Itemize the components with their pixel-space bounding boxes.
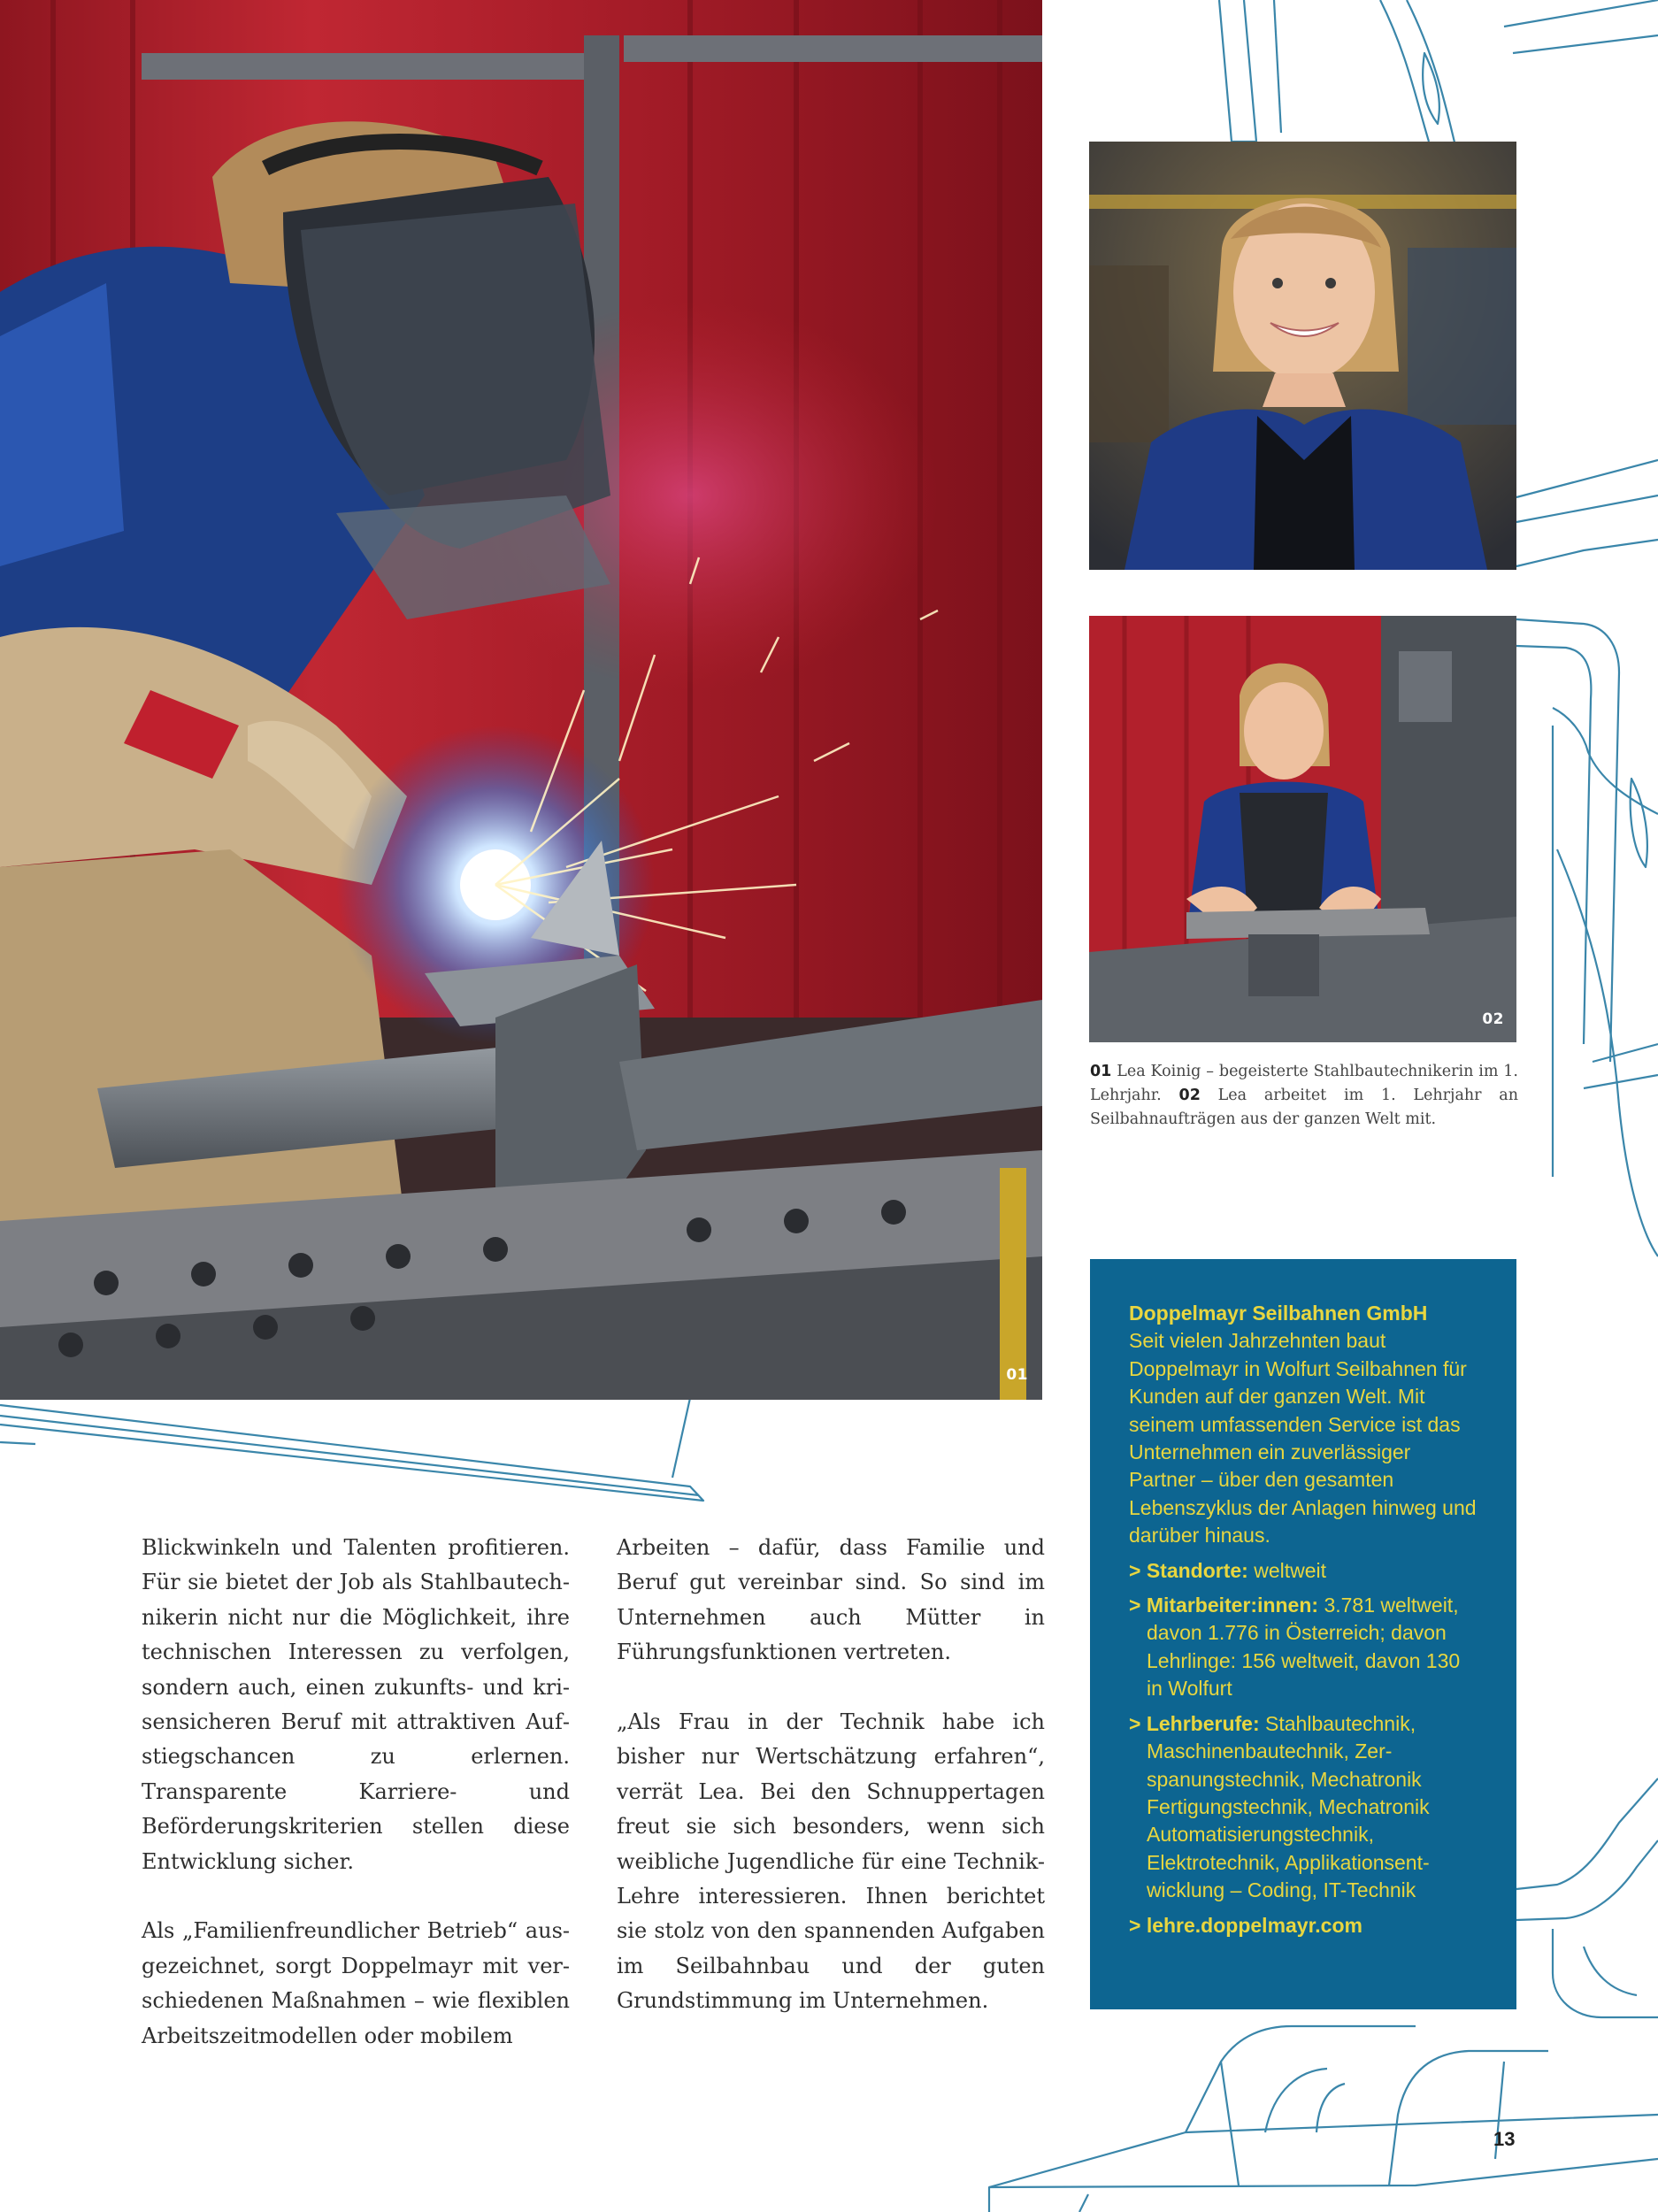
info-item-label: > Mitarbeiter:innen: — [1129, 1594, 1319, 1617]
welding-photo-icon — [0, 0, 1042, 1400]
paragraph: Arbeiten – dafür, dass Familie und Beruf gut vereinbar sind. So sind im Unternehmen auch Mütter in Führungsfunktionen vertreten. — [617, 1535, 1045, 1665]
portrait-photo-icon — [1089, 142, 1516, 570]
paragraph: Blickwinkeln und Talenten profitieren. Für sie bietet der Job als Stahlbautechnikerin nicht nur die Möglichkeit, ihre technischen Interessen zu verfolgen, sondern auch, einen zukunfts- und krisensicheren Beruf mit attraktiven Aufstiegschancen zu erlernen. Transparente Karriere- und Beförderungskriterien stellen diese Entwicklung sicher. — [142, 1535, 570, 1874]
info-item-label: > Lehrberufe: — [1129, 1711, 1260, 1735]
info-box-description: Seit vielen Jahrzehnten baut Doppelmayr in Wolfurt Seilbahnen für Kunden auf der ganzen Welt. Mit seinem umfassenden Service ist das Unternehmen ein zuverlässiger Partner – über den gesamten Lebenszyklus der Anlagen hinweg und darüber hinaus. — [1129, 1329, 1477, 1548]
caption-text-2: Lea arbeitet im 1. Lehrjahr an Seilbahnaufträgen aus der ganzen Welt mit. — [1090, 1087, 1519, 1128]
info-item-employees — [1129, 1592, 1481, 1703]
info-box-title: Doppelmayr Seilbahnen GmbH — [1129, 1302, 1428, 1325]
caption-text-1: Lea Koinig – begeisterte Stahlbautechnikerin im 1. Lehrjahr. — [1090, 1063, 1518, 1104]
page-number: 13 — [1493, 2128, 1516, 2150]
info-item-apprenticeships — [1129, 1710, 1481, 1905]
info-item-value: 3.781 weltweit, davon 1.776 in Österreich; davon Lehrlinge: 156 weltweit, davon 130 in Wolfurt — [1147, 1594, 1461, 1701]
paragraph: „Als Frau in der Technik habe ich bisher nur Wertschätzung erfahren“, verrät Lea. Bei den Schnuppertagen freut sie sich besonders, wenn sich weibliche Jugendliche für eine Technik-Lehre interessieren. Ihnen berichtet sie stolz von den spannenden Aufgaben im Seilbahnbau und der guten Grundstimmung im Unternehmen. — [617, 1709, 1045, 2014]
website-link[interactable]: > lehre.doppelmayr.com — [1129, 1913, 1362, 1937]
portrait-photo — [1089, 142, 1516, 570]
workshop-photo-icon — [1089, 616, 1516, 1042]
photo-caption — [1090, 1060, 1518, 1132]
paragraph: Als „Familienfreundlicher Betrieb“ ausgezeichnet, sorgt Doppelmayr mit verschiedenen Maßnahmen – wie flexiblen Arbeitszeitmodellen oder mobilem — [142, 1918, 570, 2048]
main-welding-photo — [0, 0, 1042, 1400]
body-column-right — [617, 1531, 1045, 2054]
info-item-locations — [1129, 1557, 1481, 1585]
info-item-label: > Standorte: — [1129, 1558, 1248, 1582]
info-item-value: Stahlbautechnik, Maschinenbautechnik, Zerspanungstechnik, Mechatronik Fertigungstechnik, Mechatronik Automatisierungstechnik, Elektrotechnik, Applikationsentwicklung – Coding, IT-Technik — [1147, 1711, 1430, 1902]
body-column-left — [142, 1531, 570, 2088]
photo-number-02: 02 — [1482, 1010, 1504, 1028]
caption-ref-01: 01 — [1090, 1063, 1112, 1080]
workshop-photo — [1089, 616, 1516, 1042]
info-item-value: weltweit — [1247, 1558, 1327, 1582]
company-info-box — [1090, 1259, 1516, 2009]
photo-number-01: 01 — [1006, 1366, 1028, 1384]
caption-ref-02: 02 — [1178, 1087, 1201, 1104]
